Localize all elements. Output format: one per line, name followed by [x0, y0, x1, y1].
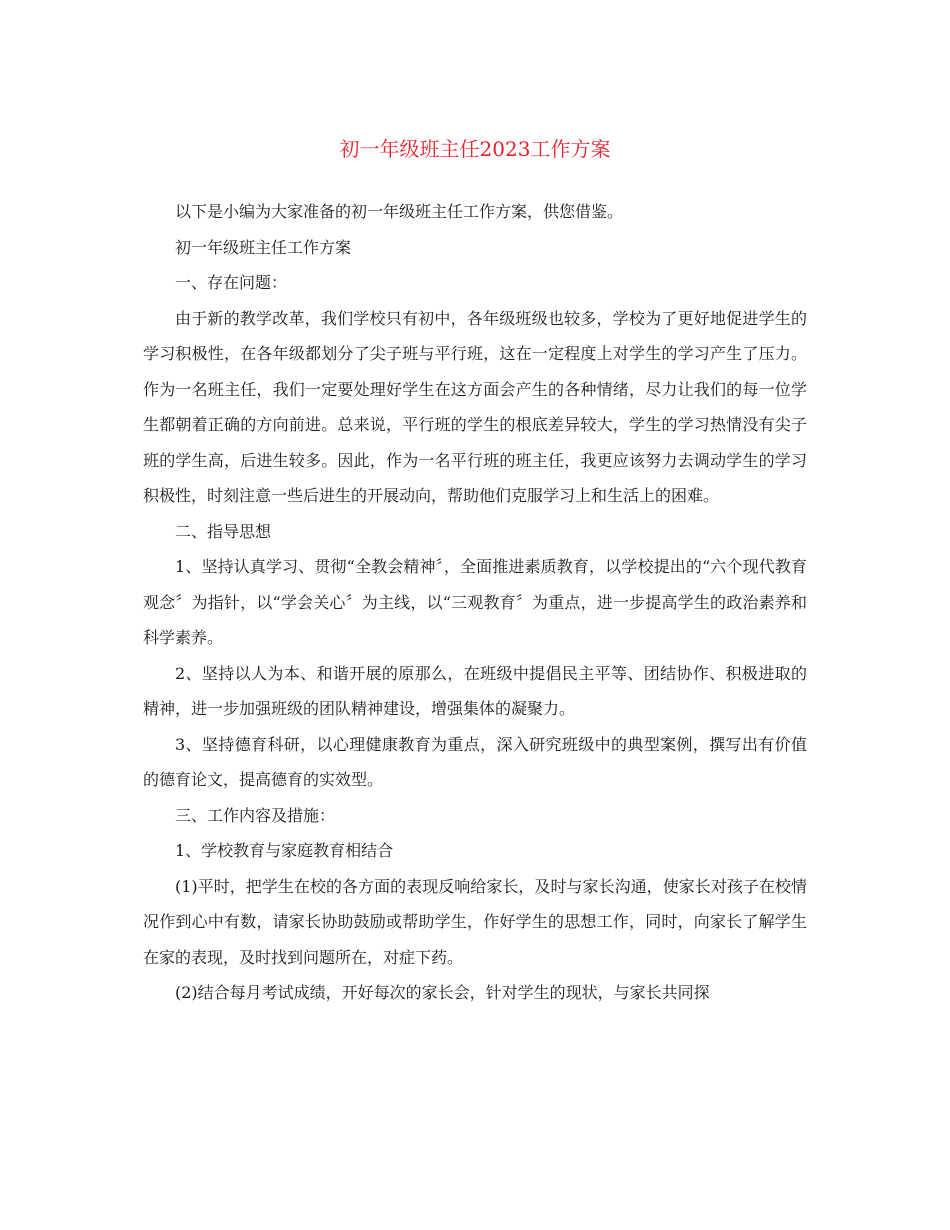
- paragraph-intro: 以下是小编为大家准备的初一年级班主任工作方案，供您借鉴。: [175, 202, 624, 221]
- section-heading-problems: 一、存在问题：: [175, 273, 288, 292]
- paragraph-subtitle: 初一年级班主任工作方案: [175, 237, 352, 257]
- subheading-school-family: 1、学校教育与家庭教育相结合: [175, 841, 394, 860]
- paragraph-measure-2: (2)结合每月考试成绩，开好每次的家长会，针对学生的现状，与家长共同探: [175, 983, 710, 1002]
- section-heading-guiding-ideas: 二、指导思想: [175, 521, 272, 541]
- document-title: 初一年级班主任2023工作方案: [339, 137, 611, 161]
- section-heading-measures: 三、工作内容及措施：: [175, 805, 336, 825]
- document-body: [143, 194, 807, 1011]
- paragraph-measure-1: (1)平时，把学生在校的各方面的表现反响给家长，及时与家长沟通，使家长对孩子在校情况作到心中有数，请家长协助鼓励或帮助学生，作好学生的思想工作，同时，向家长了解学生在家的表现，及时找到问题所在，对症下药。: [143, 876, 807, 967]
- paragraph-problems: 由于新的教学改革，我们学校只有初中，各年级班级也较多，学校为了更好地促进学生的学习积极性，在各年级都划分了尖子班与平行班，这在一定程度上对学生的学习产生了压力。作为一名班主任，我们一定要处理好学生在这方面会产生的各种情绪，尽力让我们的每一位学生都朝着正确的方向前进。总来说，平行班的学生的根底差异较大，学生的学习热情没有尖子班的学生高，后进生较多。因此，作为一名平行班的班主任，我更应该努力去调动学生的学习积极性，时刻注意一些后进生的开展动向，帮助他们克服学习上和生活上的困难。: [143, 308, 807, 505]
- paragraph-guiding-2: 2、坚持以人为本、和谐开展的原那么，在班级中提倡民主平等、团结协作、积极进取的精神，进一步加强班级的团队精神建设，增强集体的凝聚力。: [143, 663, 807, 718]
- paragraph-guiding-1: 1、坚持认真学习、贯彻“全教会精神〞，全面推进素质教育，以学校提出的“六个现代教育观念〞为指针，以“学会关心〞为主线，以“三观教育〞为重点，进一步提高学生的政治素养和科学素养。: [143, 557, 807, 647]
- paragraph-guiding-3: 3、坚持德育科研，以心理健康教育为重点，深入研究班级中的典型案例，撰写出有价值的德育论文，提高德育的实效型。: [143, 734, 807, 789]
